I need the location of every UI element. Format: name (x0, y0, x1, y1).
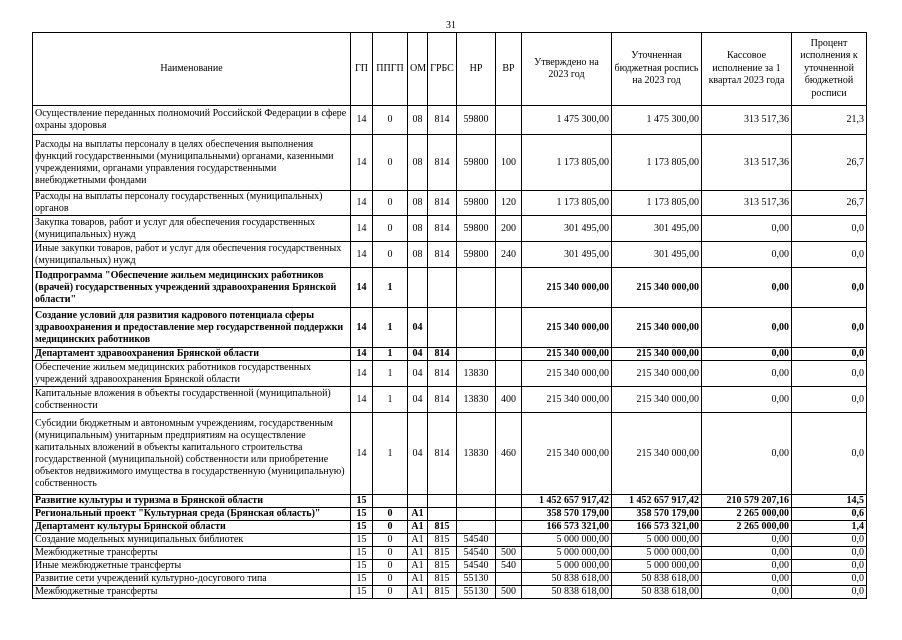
row-cash-cell: 0,00 (702, 560, 792, 573)
row-vr-cell: 120 (496, 191, 522, 216)
row-vr-cell (496, 106, 522, 135)
row-percent-cell: 14,5 (792, 495, 867, 508)
row-gp-cell: 15 (351, 508, 373, 521)
row-percent-cell: 0,0 (792, 586, 867, 599)
row-np-cell: 13830 (457, 387, 496, 413)
row-grbs-cell (428, 495, 457, 508)
header-gp: ГП (351, 33, 373, 106)
row-name-cell: Департамент культуры Брянской области (33, 521, 351, 534)
row-gp-cell: 14 (351, 387, 373, 413)
row-revised-cell: 1 173 805,00 (612, 191, 702, 216)
row-gp-cell: 14 (351, 413, 373, 495)
row-ppgp-cell: 1 (373, 308, 408, 348)
row-gp-cell: 14 (351, 106, 373, 135)
row-vr-cell: 100 (496, 135, 522, 191)
row-np-cell: 13830 (457, 413, 496, 495)
table-row (33, 547, 867, 560)
row-revised-cell: 358 570 179,00 (612, 508, 702, 521)
row-cash-cell: 0,00 (702, 586, 792, 599)
row-approved-cell: 50 838 618,00 (522, 586, 612, 599)
row-vr-cell: 200 (496, 216, 522, 242)
row-vr-cell (496, 495, 522, 508)
row-np-cell: 54540 (457, 560, 496, 573)
row-revised-cell: 215 340 000,00 (612, 348, 702, 361)
row-grbs-cell: 814 (428, 106, 457, 135)
row-percent-cell: 0,0 (792, 573, 867, 586)
row-revised-cell: 5 000 000,00 (612, 534, 702, 547)
row-name-cell: Развитие культуры и туризма в Брянской области (33, 495, 351, 508)
row-ppgp-cell: 1 (373, 348, 408, 361)
row-name-cell: Развитие сети учреждений культурно-досугового типа (33, 573, 351, 586)
row-revised-cell: 301 495,00 (612, 242, 702, 268)
row-ppgp-cell: 1 (373, 387, 408, 413)
row-gp-cell: 14 (351, 216, 373, 242)
row-ppgp-cell: 0 (373, 508, 408, 521)
row-name-cell: Иные закупки товаров, работ и услуг для обеспечения государственных (муниципальных) нужд (33, 242, 351, 268)
row-np-cell: 59800 (457, 135, 496, 191)
row-gp-cell: 14 (351, 268, 373, 308)
row-revised-cell: 166 573 321,00 (612, 521, 702, 534)
row-approved-cell: 215 340 000,00 (522, 413, 612, 495)
row-percent-cell: 1,4 (792, 521, 867, 534)
table-row (33, 387, 867, 413)
table-row (33, 361, 867, 387)
table-header-row (33, 33, 867, 106)
row-cash-cell: 0,00 (702, 361, 792, 387)
row-gp-cell: 14 (351, 242, 373, 268)
row-approved-cell: 215 340 000,00 (522, 348, 612, 361)
row-percent-cell: 26,7 (792, 135, 867, 191)
row-approved-cell: 301 495,00 (522, 242, 612, 268)
row-gp-cell: 14 (351, 308, 373, 348)
table-row (33, 521, 867, 534)
row-approved-cell: 1 452 657 917,42 (522, 495, 612, 508)
table-row (33, 216, 867, 242)
row-approved-cell: 215 340 000,00 (522, 308, 612, 348)
row-cash-cell: 0,00 (702, 348, 792, 361)
row-np-cell: 59800 (457, 106, 496, 135)
row-grbs-cell: 815 (428, 560, 457, 573)
row-revised-cell: 215 340 000,00 (612, 387, 702, 413)
row-vr-cell: 500 (496, 586, 522, 599)
table-row (33, 495, 867, 508)
table-row (33, 413, 867, 495)
row-om-cell: A1 (408, 586, 428, 599)
table-row (33, 534, 867, 547)
row-cash-cell: 0,00 (702, 547, 792, 560)
row-ppgp-cell: 1 (373, 268, 408, 308)
row-grbs-cell (428, 308, 457, 348)
row-cash-cell: 2 265 000,00 (702, 521, 792, 534)
row-om-cell: 04 (408, 348, 428, 361)
row-vr-cell: 500 (496, 547, 522, 560)
row-cash-cell: 0,00 (702, 242, 792, 268)
row-name-cell: Межбюджетные трансферты (33, 586, 351, 599)
row-approved-cell: 5 000 000,00 (522, 547, 612, 560)
row-name-cell: Осуществление переданных полномочий Российской Федерации в сфере охраны здоровья (33, 106, 351, 135)
row-np-cell (457, 268, 496, 308)
row-approved-cell: 166 573 321,00 (522, 521, 612, 534)
row-cash-cell: 313 517,36 (702, 191, 792, 216)
row-grbs-cell: 815 (428, 534, 457, 547)
row-percent-cell: 0,0 (792, 216, 867, 242)
row-approved-cell: 358 570 179,00 (522, 508, 612, 521)
row-approved-cell: 1 173 805,00 (522, 191, 612, 216)
row-om-cell: A1 (408, 508, 428, 521)
row-om-cell: 08 (408, 242, 428, 268)
row-gp-cell: 14 (351, 348, 373, 361)
table-row (33, 586, 867, 599)
row-name-cell: Расходы на выплаты персоналу в целях обеспечения выполнения функций государственными (муниципальными) органами, казенными учреждениями, органами управления государственными внебюджетными фондами (33, 135, 351, 191)
row-cash-cell: 313 517,36 (702, 106, 792, 135)
row-revised-cell: 1 452 657 917,42 (612, 495, 702, 508)
row-cash-cell: 0,00 (702, 216, 792, 242)
row-revised-cell: 1 475 300,00 (612, 106, 702, 135)
row-vr-cell (496, 268, 522, 308)
row-grbs-cell: 814 (428, 216, 457, 242)
row-om-cell (408, 268, 428, 308)
row-percent-cell: 26,7 (792, 191, 867, 216)
row-gp-cell: 14 (351, 361, 373, 387)
row-om-cell: A1 (408, 521, 428, 534)
row-grbs-cell: 815 (428, 573, 457, 586)
row-gp-cell: 15 (351, 547, 373, 560)
row-grbs-cell: 814 (428, 242, 457, 268)
row-cash-cell: 0,00 (702, 268, 792, 308)
row-ppgp-cell: 0 (373, 216, 408, 242)
budget-execution-table (32, 32, 867, 599)
row-name-cell: Межбюджетные трансферты (33, 547, 351, 560)
row-om-cell: 08 (408, 106, 428, 135)
table-row (33, 348, 867, 361)
row-approved-cell: 215 340 000,00 (522, 268, 612, 308)
row-grbs-cell: 814 (428, 387, 457, 413)
row-vr-cell: 460 (496, 413, 522, 495)
row-revised-cell: 301 495,00 (612, 216, 702, 242)
row-percent-cell: 0,0 (792, 308, 867, 348)
table-row (33, 560, 867, 573)
row-name-cell: Подпрограмма "Обеспечение жильем медицинских работников (врачей) государственных учреждений здравоохранения Брянской области" (33, 268, 351, 308)
row-cash-cell: 210 579 207,16 (702, 495, 792, 508)
row-percent-cell: 0,0 (792, 361, 867, 387)
header-cash: Кассовое исполнение за 1 квартал 2023 года (702, 33, 792, 106)
row-vr-cell: 540 (496, 560, 522, 573)
row-revised-cell: 1 173 805,00 (612, 135, 702, 191)
row-gp-cell: 15 (351, 495, 373, 508)
row-revised-cell: 215 340 000,00 (612, 413, 702, 495)
row-ppgp-cell: 0 (373, 586, 408, 599)
row-percent-cell: 0,6 (792, 508, 867, 521)
row-cash-cell: 0,00 (702, 387, 792, 413)
row-om-cell: A1 (408, 573, 428, 586)
row-revised-cell: 5 000 000,00 (612, 547, 702, 560)
row-np-cell (457, 521, 496, 534)
row-cash-cell: 0,00 (702, 308, 792, 348)
row-np-cell: 55130 (457, 586, 496, 599)
row-np-cell: 54540 (457, 547, 496, 560)
row-gp-cell: 15 (351, 573, 373, 586)
row-approved-cell: 1 173 805,00 (522, 135, 612, 191)
row-np-cell: 59800 (457, 242, 496, 268)
row-grbs-cell: 815 (428, 586, 457, 599)
row-percent-cell: 0,0 (792, 387, 867, 413)
row-grbs-cell: 814 (428, 348, 457, 361)
row-name-cell: Закупка товаров, работ и услуг для обеспечения государственных (муниципальных) нужд (33, 216, 351, 242)
table-row (33, 573, 867, 586)
row-approved-cell: 215 340 000,00 (522, 387, 612, 413)
row-cash-cell: 0,00 (702, 534, 792, 547)
row-om-cell: 04 (408, 361, 428, 387)
row-vr-cell (496, 308, 522, 348)
row-om-cell: 08 (408, 191, 428, 216)
row-ppgp-cell: 0 (373, 560, 408, 573)
row-approved-cell: 215 340 000,00 (522, 361, 612, 387)
row-revised-cell: 215 340 000,00 (612, 361, 702, 387)
row-ppgp-cell: 0 (373, 135, 408, 191)
header-percent: Процент исполнения к уточненной бюджетной росписи (792, 33, 867, 106)
row-om-cell: 04 (408, 308, 428, 348)
row-ppgp-cell: 0 (373, 106, 408, 135)
header-np: НР (457, 33, 496, 106)
row-vr-cell: 240 (496, 242, 522, 268)
row-name-cell: Субсидии бюджетным и автономным учреждениям, государственным (муниципальным) унитарным предприятиям на осуществление капитальных вложений в объекты капитального строительства государственной (муниципальной) собственности или приобретение объектов недвижимого имущества в государственную (муниципальную) собственность (33, 413, 351, 495)
row-ppgp-cell: 0 (373, 242, 408, 268)
table-row (33, 508, 867, 521)
row-percent-cell: 0,0 (792, 348, 867, 361)
row-np-cell (457, 508, 496, 521)
row-revised-cell: 5 000 000,00 (612, 560, 702, 573)
row-ppgp-cell: 0 (373, 547, 408, 560)
table-row (33, 308, 867, 348)
row-om-cell: 08 (408, 135, 428, 191)
row-name-cell: Создание модельных муниципальных библиотек (33, 534, 351, 547)
row-vr-cell (496, 348, 522, 361)
row-np-cell (457, 348, 496, 361)
row-name-cell: Расходы на выплаты персоналу государственных (муниципальных) органов (33, 191, 351, 216)
page-number: 31 (446, 20, 456, 31)
row-grbs-cell: 814 (428, 191, 457, 216)
row-ppgp-cell: 0 (373, 534, 408, 547)
row-grbs-cell: 814 (428, 135, 457, 191)
row-revised-cell: 215 340 000,00 (612, 268, 702, 308)
row-name-cell: Обеспечение жильем медицинских работников государственных учреждений здравоохранения Брянской области (33, 361, 351, 387)
row-grbs-cell: 815 (428, 521, 457, 534)
header-grbs: ГРБС (428, 33, 457, 106)
row-gp-cell: 14 (351, 135, 373, 191)
row-percent-cell: 21,3 (792, 106, 867, 135)
row-np-cell: 59800 (457, 191, 496, 216)
row-ppgp-cell: 1 (373, 361, 408, 387)
row-vr-cell (496, 534, 522, 547)
row-om-cell: 04 (408, 413, 428, 495)
row-om-cell: 08 (408, 216, 428, 242)
row-percent-cell: 0,0 (792, 560, 867, 573)
row-om-cell: 04 (408, 387, 428, 413)
row-approved-cell: 5 000 000,00 (522, 534, 612, 547)
row-cash-cell: 2 265 000,00 (702, 508, 792, 521)
row-name-cell: Иные межбюджетные трансферты (33, 560, 351, 573)
row-grbs-cell: 815 (428, 547, 457, 560)
row-grbs-cell: 814 (428, 361, 457, 387)
row-om-cell (408, 495, 428, 508)
row-name-cell: Капитальные вложения в объекты государственной (муниципальной) собственности (33, 387, 351, 413)
table-row (33, 242, 867, 268)
table-row (33, 135, 867, 191)
row-gp-cell: 15 (351, 534, 373, 547)
table-row (33, 268, 867, 308)
row-gp-cell: 14 (351, 191, 373, 216)
row-ppgp-cell: 0 (373, 191, 408, 216)
row-revised-cell: 215 340 000,00 (612, 308, 702, 348)
header-approved: Утверждено на 2023 год (522, 33, 612, 106)
row-grbs-cell: 814 (428, 413, 457, 495)
row-name-cell: Региональный проект "Культурная среда (Брянская область)" (33, 508, 351, 521)
row-gp-cell: 15 (351, 521, 373, 534)
table-row (33, 106, 867, 135)
row-name-cell: Департамент здравоохранения Брянской области (33, 348, 351, 361)
row-np-cell: 55130 (457, 573, 496, 586)
row-vr-cell (496, 573, 522, 586)
row-percent-cell: 0,0 (792, 413, 867, 495)
header-ppgp: ППГП (373, 33, 408, 106)
row-grbs-cell (428, 508, 457, 521)
row-om-cell: A1 (408, 560, 428, 573)
header-revised: Уточненная бюджетная роспись на 2023 год (612, 33, 702, 106)
header-om: ОМ (408, 33, 428, 106)
row-vr-cell (496, 508, 522, 521)
row-ppgp-cell (373, 495, 408, 508)
row-gp-cell: 15 (351, 586, 373, 599)
row-vr-cell (496, 521, 522, 534)
row-approved-cell: 50 838 618,00 (522, 573, 612, 586)
row-vr-cell (496, 361, 522, 387)
row-gp-cell: 15 (351, 560, 373, 573)
row-approved-cell: 1 475 300,00 (522, 106, 612, 135)
row-np-cell: 54540 (457, 534, 496, 547)
row-cash-cell: 0,00 (702, 573, 792, 586)
header-name: Наименование (33, 33, 351, 106)
row-revised-cell: 50 838 618,00 (612, 573, 702, 586)
row-ppgp-cell: 1 (373, 413, 408, 495)
row-np-cell: 59800 (457, 216, 496, 242)
row-cash-cell: 0,00 (702, 413, 792, 495)
row-name-cell: Создание условий для развития кадрового потенциала сферы здравоохранения и предоставление мер государственной поддержки медицинских работников (33, 308, 351, 348)
row-approved-cell: 5 000 000,00 (522, 560, 612, 573)
row-grbs-cell (428, 268, 457, 308)
header-vr: ВР (496, 33, 522, 106)
row-revised-cell: 50 838 618,00 (612, 586, 702, 599)
row-om-cell: A1 (408, 534, 428, 547)
row-percent-cell: 0,0 (792, 547, 867, 560)
row-percent-cell: 0,0 (792, 242, 867, 268)
row-np-cell (457, 308, 496, 348)
table-row (33, 191, 867, 216)
row-ppgp-cell: 0 (373, 521, 408, 534)
row-percent-cell: 0,0 (792, 268, 867, 308)
row-percent-cell: 0,0 (792, 534, 867, 547)
row-np-cell: 13830 (457, 361, 496, 387)
row-vr-cell: 400 (496, 387, 522, 413)
row-np-cell (457, 495, 496, 508)
row-ppgp-cell: 0 (373, 573, 408, 586)
row-om-cell: A1 (408, 547, 428, 560)
row-cash-cell: 313 517,36 (702, 135, 792, 191)
row-approved-cell: 301 495,00 (522, 216, 612, 242)
